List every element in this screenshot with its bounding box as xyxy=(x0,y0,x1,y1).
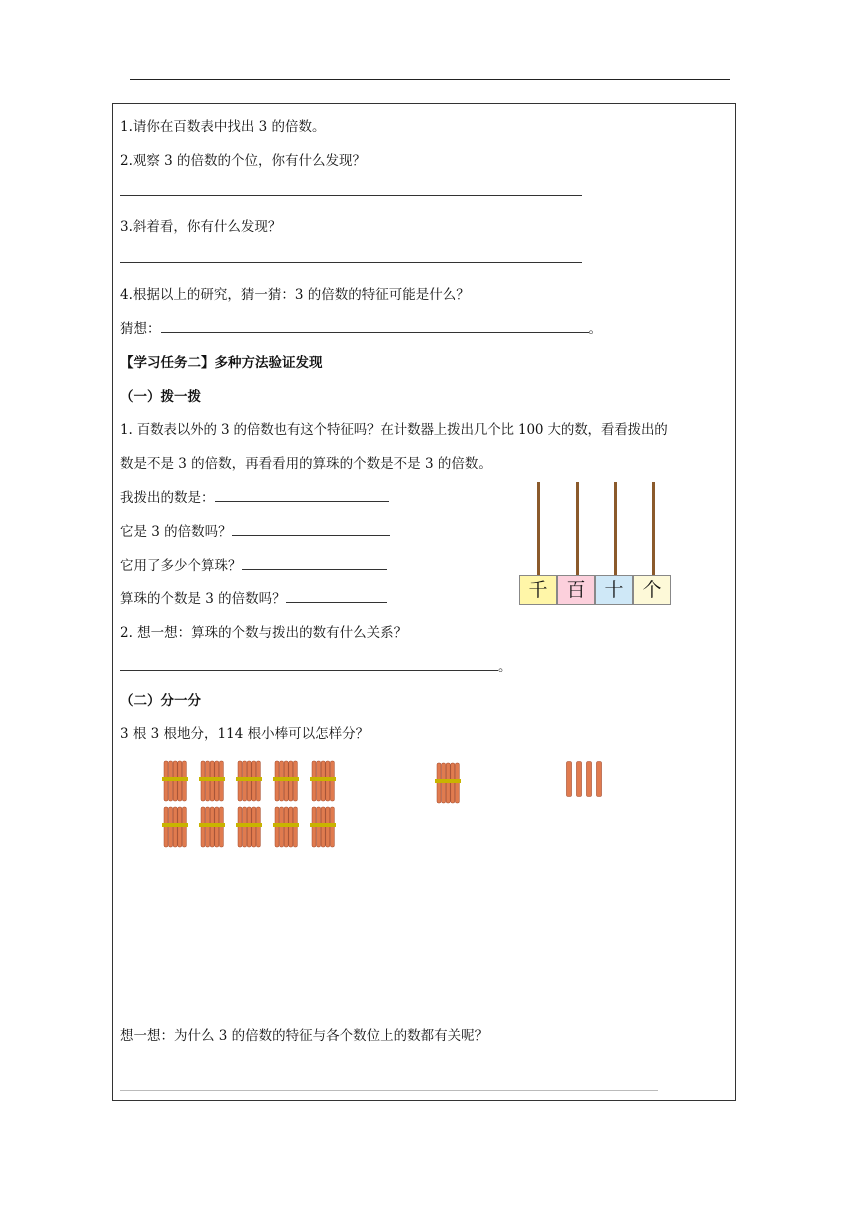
question-3: 3.斜着看，你有什么发现？ xyxy=(120,219,282,235)
guess-row xyxy=(120,317,602,337)
hundred-stick-bundle xyxy=(236,804,262,850)
ten-stick-bundle xyxy=(435,760,461,806)
fill-row-number xyxy=(120,486,389,506)
hundred-stick-bundle xyxy=(310,804,336,850)
fill-label-number: 我拨出的数是： xyxy=(120,490,215,506)
abacus-rod-hundreds xyxy=(576,482,579,576)
fill-row-beads xyxy=(120,554,387,574)
place-label-thousands: 千 xyxy=(519,575,557,605)
question-4: 4.根据以上的研究，猜一猜：3 的倍数的特征可能是什么？ xyxy=(120,287,470,303)
abacus-rod-tens xyxy=(614,482,617,576)
hundred-stick-bundle xyxy=(236,758,262,804)
part1-paragraph-line2: 数是不是 3 的倍数，再看看用的算珠的个数是不是 3 的倍数。 xyxy=(120,456,492,472)
abacus-rod-ones xyxy=(652,482,655,576)
fill-blank-beads[interactable] xyxy=(242,555,387,570)
part1-paragraph-line1: 1. 百数表以外的 3 的倍数也有这个特征吗？在计数器上拨出几个比 100 大的数，看看拨出的 xyxy=(120,422,668,438)
relation-row xyxy=(120,655,512,675)
single-stick xyxy=(586,761,592,797)
question-1: 1.请你在百数表中找出 3 的倍数。 xyxy=(120,119,326,135)
hundred-stick-bundle xyxy=(310,758,336,804)
part2-question: 3 根 3 根地分，114 根小棒可以怎样分？ xyxy=(120,726,370,742)
fill-label-beads-multiple: 算珠的个数是 3 的倍数吗？ xyxy=(120,591,286,607)
answer-line-think[interactable] xyxy=(120,1090,658,1091)
relation-period: 。 xyxy=(498,659,512,675)
part1-question-2: 2. 想一想：算珠的个数与拨出的数有什么关系？ xyxy=(120,625,408,641)
fill-blank-beads-multiple[interactable] xyxy=(286,588,387,603)
think-question: 想一想：为什么 3 的倍数的特征与各个数位上的数都有关呢？ xyxy=(120,1028,489,1044)
hundred-stick-bundle xyxy=(162,758,188,804)
answer-line-q3[interactable] xyxy=(120,262,582,263)
place-label-tens: 十 xyxy=(595,575,633,605)
hundred-stick-bundle xyxy=(199,758,225,804)
guess-blank[interactable] xyxy=(161,318,589,333)
question-2: 2.观察 3 的倍数的个位，你有什么发现？ xyxy=(120,153,367,169)
place-label-ones: 个 xyxy=(633,575,671,605)
fill-label-multiple: 它是 3 的倍数吗？ xyxy=(120,524,232,540)
fill-blank-number[interactable] xyxy=(215,487,389,502)
guess-period: 。 xyxy=(588,321,602,337)
abacus-rod-thousands xyxy=(537,482,540,576)
hundred-stick-bundle xyxy=(162,804,188,850)
hundred-stick-bundle xyxy=(199,804,225,850)
fill-label-beads: 它用了多少个算珠？ xyxy=(120,558,242,574)
answer-line-q2[interactable] xyxy=(120,195,582,196)
single-stick xyxy=(566,761,572,797)
single-stick xyxy=(576,761,582,797)
fill-row-beads-multiple xyxy=(120,587,387,607)
part2-title: （二）分一分 xyxy=(120,693,201,709)
part1-title: （一）拨一拨 xyxy=(120,389,201,405)
hundred-stick-bundle xyxy=(273,758,299,804)
task2-title: 【学习任务二】多种方法验证发现 xyxy=(120,355,323,371)
fill-blank-multiple[interactable] xyxy=(232,521,390,536)
single-stick xyxy=(596,761,602,797)
place-label-hundreds: 百 xyxy=(557,575,595,605)
guess-label: 猜想： xyxy=(120,321,161,337)
fill-row-multiple xyxy=(120,520,390,540)
hundred-stick-bundle xyxy=(273,804,299,850)
relation-blank[interactable] xyxy=(120,656,498,671)
header-rule xyxy=(130,79,730,80)
